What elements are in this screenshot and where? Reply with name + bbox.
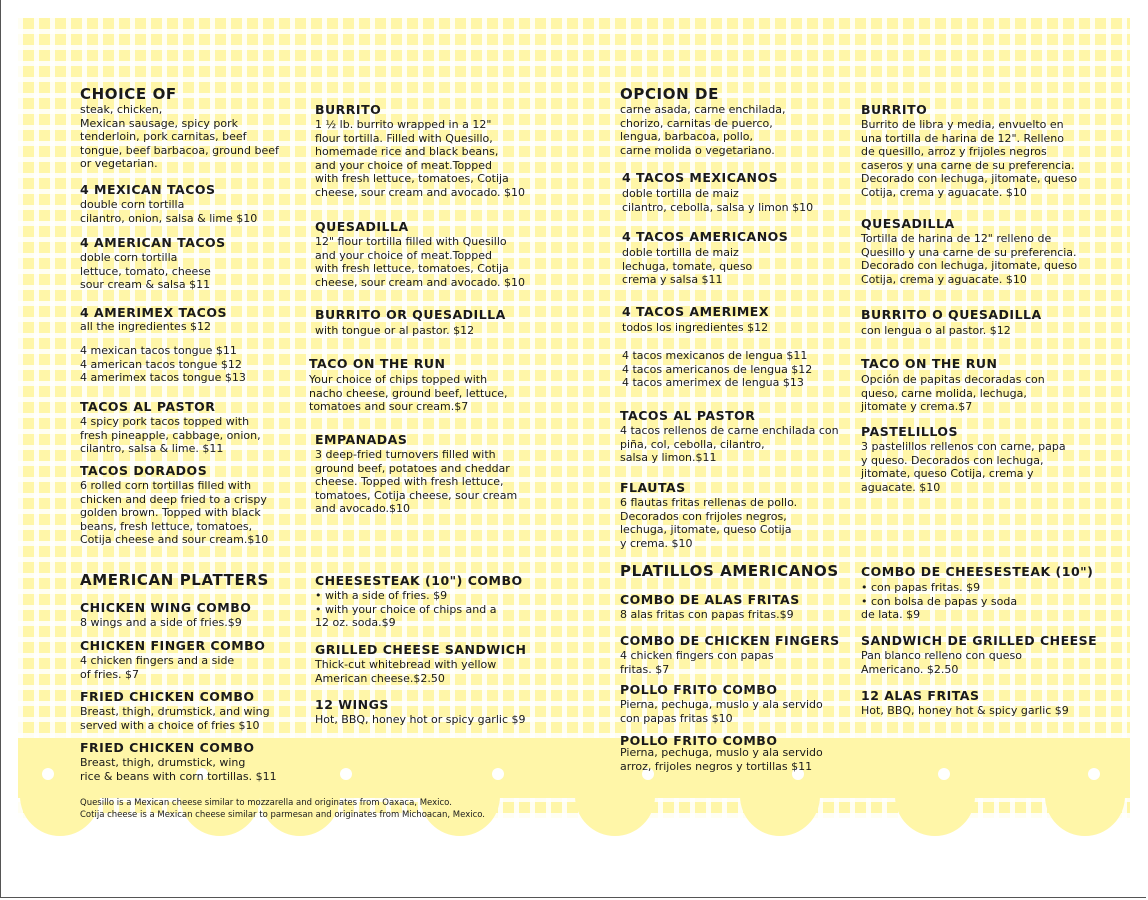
opcion-de-text: carne asada, carne enchilada, chorizo, carnitas de puerco, lengua, barbacoa, pollo, carne molida o vegetariano. bbox=[620, 103, 786, 157]
grilled-cheese-text: Thick-cut whitebread with yellow American cheese.$2.50 bbox=[315, 658, 497, 685]
taco-run-heading: TACO ON THE RUN bbox=[309, 356, 446, 371]
pollo-frito-2-heading: POLLO FRITO COMBO bbox=[620, 733, 778, 748]
lengua-tacos-list: 4 tacos mexicanos de lengua $11 4 tacos americanos de lengua $12 4 tacos amerimex de lengua $13 bbox=[622, 349, 813, 390]
burrito-es-heading: BURRITO bbox=[861, 102, 928, 117]
mexican-tacos-text: double corn tortilla cilantro, onion, salsa & lime $10 bbox=[80, 198, 258, 225]
fried-chicken-combo-2-text: Breast, thigh, drumstick, wing rice & beans with corn tortillas. $11 bbox=[80, 756, 277, 783]
pollo-frito-heading: POLLO FRITO COMBO bbox=[620, 682, 778, 697]
pastelillos-text: 3 pastelillos rellenos con carne, papa y queso. Decorados con lechuga, jitomate, queso Cotija, crema y aguacate. $10 bbox=[861, 440, 1066, 494]
burrito-quesadilla-heading: BURRITO OR QUESADILLA bbox=[315, 307, 506, 322]
american-platters-heading: AMERICAN PLATTERS bbox=[80, 571, 269, 589]
tacos-americanos-text: doble tortilla de maiz lechuga, tomate, queso crema y salsa $11 bbox=[622, 246, 753, 287]
american-tacos-heading: 4 AMERICAN TACOS bbox=[80, 235, 226, 250]
american-tacos-text: doble corn tortilla lettuce, tomato, cheese sour cream & salsa $11 bbox=[80, 251, 211, 292]
cheesesteak-es-heading: COMBO DE CHEESESTEAK (10") bbox=[861, 564, 1094, 579]
wing-combo-heading: CHICKEN WING COMBO bbox=[80, 600, 252, 615]
wings-text: Hot, BBQ, honey hot or spicy garlic $9 bbox=[315, 713, 526, 726]
fried-chicken-combo-text: Breast, thigh, drumstick, and wing served with a choice of fries $10 bbox=[80, 705, 270, 732]
burrito-o-quesadilla-heading: BURRITO O QUESADILLA bbox=[861, 307, 1042, 322]
amerimex-tacos-text: all the ingredientes $12 bbox=[80, 320, 212, 333]
tongue-tacos-list: 4 mexican tacos tongue $11 4 american tacos tongue $12 4 amerimex tacos tongue $13 bbox=[80, 344, 246, 385]
burrito-text: 1 ½ lb. burrito wrapped in a 12" flour tortilla. Filled with Quesillo, homemade rice and black beans, and your choice of meat.Topped with fresh lettuce, tomatoes, Cotija cheese, sour cream and avocado. $10 bbox=[315, 118, 526, 199]
alas-combo-text: 8 alas fritas con papas fritas.$9 bbox=[620, 608, 794, 621]
taco-run-es-text: Opción de papitas decoradas con queso, carne molida, lechuga, jitomate y crema.$7 bbox=[861, 373, 1045, 414]
tacos-americanos-heading: 4 TACOS AMERICANOS bbox=[622, 229, 789, 244]
cheesesteak-combo-heading: CHEESESTEAK (10") COMBO bbox=[315, 573, 523, 588]
al-pastor-es-heading: TACOS AL PASTOR bbox=[620, 408, 756, 423]
lace-hole bbox=[1088, 768, 1100, 780]
empanadas-text: 3 deep-fried turnovers filled with ground beef, potatoes and cheddar cheese. Topped with fresh lettuce, tomatoes, Cotija cheese, sour cream and avocado.$10 bbox=[315, 448, 518, 516]
lace-hole bbox=[938, 768, 950, 780]
choice-of-text: steak, chicken, Mexican sausage, spicy pork tenderloin, pork carnitas, beef tongue, beef barbacoa, ground beef or vegetarian. bbox=[80, 103, 279, 171]
burrito-quesadilla-text: with tongue or al pastor. $12 bbox=[315, 324, 475, 337]
amerimex-tacos-heading: 4 AMERIMEX TACOS bbox=[80, 305, 227, 320]
tacos-mexicanos-text: doble tortilla de maiz cilantro, cebolla, salsa y limon $10 bbox=[622, 187, 814, 214]
tacos-amerimex-text: todos los ingredientes $12 bbox=[622, 321, 769, 334]
empanadas-heading: EMPANADAS bbox=[315, 432, 408, 447]
wing-combo-text: 8 wings and a side of fries.$9 bbox=[80, 616, 242, 629]
quesadilla-es-heading: QUESADILLA bbox=[861, 216, 955, 231]
burrito-es-text: Burrito de libra y media, envuelto en una tortilla de harina de 12". Relleno de quesillo, arroz y frijoles negros caseros y una carne de su preferencia. Decorado con lechuga, jitomate, queso Cotija, crema y aguacate. $10 bbox=[861, 118, 1078, 199]
grilled-cheese-es-text: Pan blanco relleno con queso Americano. $2.50 bbox=[861, 649, 1022, 676]
alas-fritas-heading: 12 ALAS FRITAS bbox=[861, 688, 980, 703]
mexican-tacos-heading: 4 MEXICAN TACOS bbox=[80, 182, 216, 197]
taco-run-es-heading: TACO ON THE RUN bbox=[861, 356, 998, 371]
finger-combo-text: 4 chicken fingers and a side of fries. $7 bbox=[80, 654, 235, 681]
alas-fritas-text: Hot, BBQ, honey hot & spicy garlic $9 bbox=[861, 704, 1069, 717]
alas-combo-heading: COMBO DE ALAS FRITAS bbox=[620, 592, 800, 607]
quesadilla-text: 12" flour tortilla filled with Quesillo and your choice of meat.Topped with fresh lettuce, tomatoes, Cotija cheese, sour cream and avocado. $10 bbox=[315, 235, 526, 289]
flautas-text: 6 flautas fritas rellenas de pollo. Decorados con frijoles negros, lechuga, jitomate, queso Cotija y crema. $10 bbox=[620, 496, 798, 550]
fried-chicken-combo-2-heading: FRIED CHICKEN COMBO bbox=[80, 740, 255, 755]
choice-of-heading: CHOICE OF bbox=[80, 85, 177, 103]
tacos-amerimex-heading: 4 TACOS AMERIMEX bbox=[622, 304, 769, 319]
lace-hole bbox=[340, 768, 352, 780]
al-pastor-heading: TACOS AL PASTOR bbox=[80, 399, 216, 414]
cheesesteak-combo-text: • with a side of fries. $9 • with your choice of chips and a 12 oz. soda.$9 bbox=[315, 589, 497, 630]
cheese-footnote: Quesillo is a Mexican cheese similar to mozzarella and originates from Oaxaca, Mexico. Cotija cheese is a Mexican cheese similar to parmesan and originates from Michoacan, Mexico. bbox=[80, 798, 486, 820]
grilled-cheese-es-heading: SANDWICH DE GRILLED CHEESE bbox=[861, 633, 1098, 648]
fried-chicken-combo-heading: FRIED CHICKEN COMBO bbox=[80, 689, 255, 704]
al-pastor-text: 4 spicy pork tacos topped with fresh pineapple, cabbage, onion, cilantro, salsa & lime. $11 bbox=[80, 415, 261, 456]
cheesesteak-es-text: • con papas fritas. $9 • con bolsa de papas y soda de lata. $9 bbox=[861, 581, 1018, 622]
pollo-frito-text: Pierna, pechuga, muslo y ala servido con papas fritas $10 bbox=[620, 698, 823, 725]
opcion-de-heading: OPCION DE bbox=[620, 85, 719, 103]
dorados-heading: TACOS DORADOS bbox=[80, 463, 208, 478]
burrito-heading: BURRITO bbox=[315, 102, 382, 117]
pollo-frito-2-text: Pierna, pechuga, muslo y ala servido arroz, frijoles negros y tortillas $11 bbox=[620, 746, 823, 773]
platillos-heading: PLATILLOS AMERICANOS bbox=[620, 562, 839, 580]
taco-run-text: Your choice of chips topped with nacho cheese, ground beef, lettuce, tomatoes and sour cream.$7 bbox=[309, 373, 508, 414]
wings-heading: 12 WINGS bbox=[315, 697, 389, 712]
quesadilla-es-text: Tortilla de harina de 12" relleno de Quesillo y una carne de su preferencia. Decorado con lechuga, jitomate, queso Cotija, crema y aguacate. $10 bbox=[861, 232, 1078, 286]
grilled-cheese-heading: GRILLED CHEESE SANDWICH bbox=[315, 642, 527, 657]
flautas-heading: FLAUTAS bbox=[620, 480, 686, 495]
fingers-combo-text: 4 chicken fingers con papas fritas. $7 bbox=[620, 649, 774, 676]
al-pastor-es-text: 4 tacos rellenos de carne enchilada con piña, col, cebolla, cilantro, salsa y limon.$11 bbox=[620, 424, 839, 465]
pastelillos-heading: PASTELILLOS bbox=[861, 424, 958, 439]
lace-hole bbox=[492, 768, 504, 780]
finger-combo-heading: CHICKEN FINGER COMBO bbox=[80, 638, 266, 653]
dorados-text: 6 rolled corn tortillas filled with chicken and deep fried to a crispy golden brown. Topped with black beans, fresh lettuce, tomatoes, Cotija cheese and sour cream.$10 bbox=[80, 479, 269, 547]
fingers-combo-heading: COMBO DE CHICKEN FINGERS bbox=[620, 633, 840, 648]
lace-hole bbox=[42, 768, 54, 780]
burrito-o-quesadilla-text: con lengua o al pastor. $12 bbox=[861, 324, 1011, 337]
tacos-mexicanos-heading: 4 TACOS MEXICANOS bbox=[622, 170, 779, 185]
quesadilla-heading: QUESADILLA bbox=[315, 219, 409, 234]
